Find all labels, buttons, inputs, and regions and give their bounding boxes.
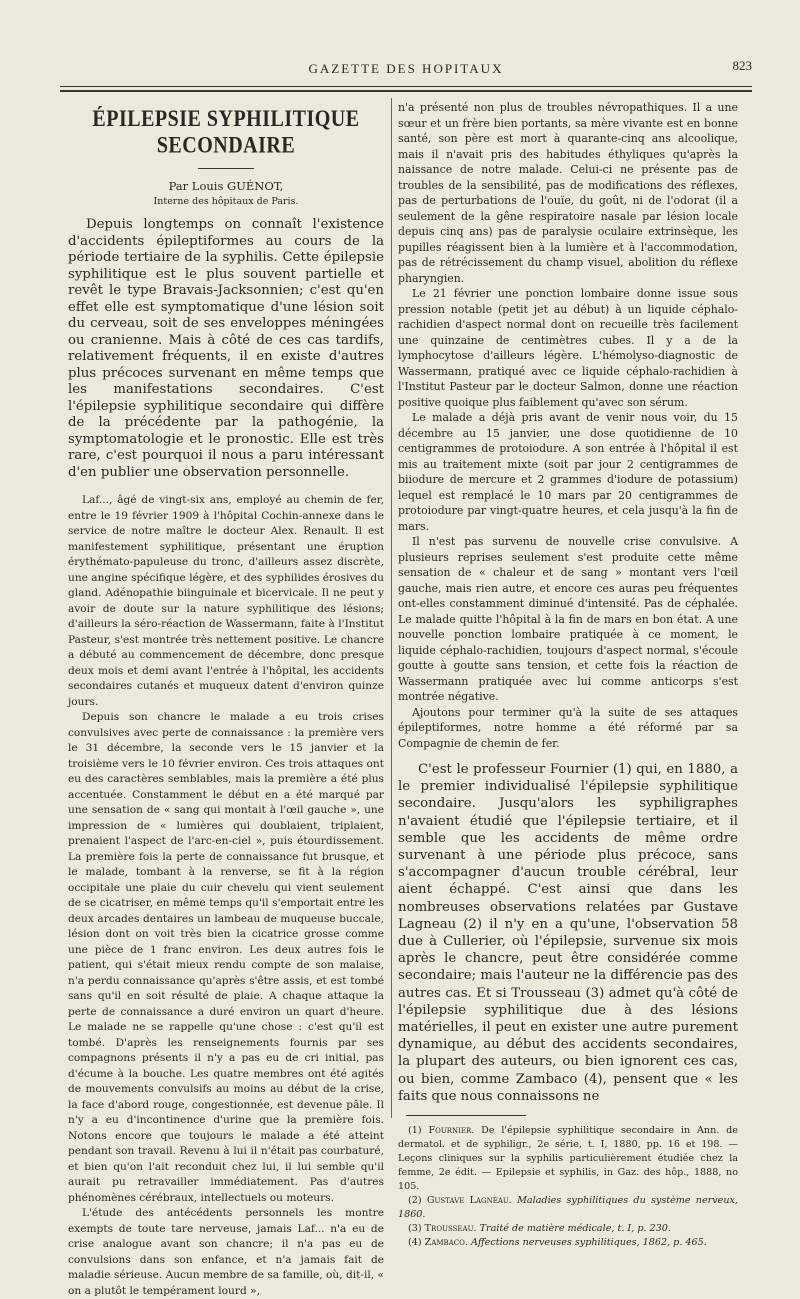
- byline: Par Louis GUÉNOT,: [168, 179, 284, 193]
- page-number: 823: [732, 58, 752, 73]
- left-column: [68, 100, 384, 1297]
- footnote-number: (2): [408, 1195, 422, 1207]
- footnote: [398, 1236, 738, 1250]
- footnote: [398, 1124, 738, 1194]
- observation-paragraph: Le 21 février une ponction lombaire donne issue sous pression notable (petit jet au début) à un liquide céphalo-rachidien d'aspect normal dont on recueille très facilement une quinzaine de centimètres cubes. Il y a de la lymphocytose d'ailleurs légère. L'hémolyso-diagnostic de Wassermann, pratiqué avec ce liquide céphalo-rachidien à l'Institut Pasteur par le docteur Salmon, donne une réaction positive quoique plus faiblement qu'avec son sérum.: [398, 287, 738, 409]
- right-column: [398, 100, 738, 1249]
- footnote-text: Traité de matière médicale, t. I, p. 230.: [476, 1223, 671, 1235]
- affiliation: Interne des hôpitaux de Paris.: [153, 196, 299, 207]
- footnote-number: (4): [408, 1237, 422, 1249]
- footnote: [398, 1194, 738, 1222]
- footnote-text: Affections nerveuses syphilitiques, 1862, p. 465.: [467, 1237, 707, 1249]
- footnote-author: Fournier.: [428, 1125, 475, 1137]
- footnote-author: Gustave Lagneau.: [426, 1195, 512, 1207]
- footnote: [398, 1222, 738, 1236]
- footnote-rule: [406, 1115, 526, 1116]
- discussion-paragraph: C'est le professeur Fournier (1) qui, en 1880, a le premier individualisé l'épilepsie syphilitique secondaire. Jusqu'alors les syphiligraphes n'avaient étudié que l'épilepsie tertiaire, et il semble que les accidents de même ordre survenant à une période plus précoce, sans s'accompagner d'aucun trouble cérébral, leur aient échappé. C'est ainsi que dans les nombreuses observations relatées par Gustave Lagneau (2) il n'y en a qu'une, l'observation 58 due à Cullerier, où l'épilepsie, survenue six mois après le chancre, peut être considérée comme secondaire; mais l'auteur ne la différencie pas des autres cas. Et si Trousseau (3) admet qu'à côté de l'épilepsie syphilitique due à des lésions matérielles, il peut en exister une autre purement dynamique, au début des accidents secondaires, la plupart des auteurs, ou bien ignorent ces cas, ou bien, comme Zambaco (4), pensent que « les faits que nous connaissons ne: [398, 762, 738, 1104]
- footnotes: [398, 1124, 738, 1250]
- header-rule-thick: [60, 90, 752, 92]
- observation-paragraph: Le malade a déjà pris avant de venir nous voir, du 15 décembre au 15 janvier, une dose quotidienne de 10 centigrammes de protoiodure. A son entrée à l'hôpital il est mis au traitement mixte (soit par jour 2 centigrammes de biiodure de mercure et 2 grammes d'iodure de potassium) lequel est remplacé le 10 mars par 20 centigrammes de protoiodure par vingt-quatre heures, et cela jusqu'à la fin de mars.: [398, 411, 738, 533]
- footnote-text: Maladies syphilitiques du système nerveux, 1860.: [398, 1195, 738, 1221]
- footnote-number: (3): [408, 1223, 422, 1235]
- observation-paragraph: L'étude des antécédents personnels les montre exempts de toute tare nerveuse, jamais Laf... n'a eu de crise analogue avant son chancre; il n'a pas eu de convulsions dans son enfance, et n'a jamais fait de maladie sérieuse. Aucun membre de sa famille, où, dit-il, « on a plutôt le tempérament lourd »,: [68, 1207, 384, 1297]
- column-divider: [391, 98, 392, 1118]
- running-header: [60, 58, 752, 82]
- observation-paragraph: Laf..., âgé de vingt-six ans, employé au chemin de fer, entre le 19 février 1909 à l'hôpital Cochin-annexe dans le service de notre maître le docteur Alex. Renault. Il est manifestement syphilitique, présentant une éruption érythémato-papuleuse du tronc, d'ailleurs assez discrète, une angine spécifique légère, et des syphilides érosives du gland. Adénopathie biinguinale et bicervicale. Il ne peut y avoir de doute sur la nature syphilitique des lésions; d'ailleurs la séro-réaction de Wassermann, faite à l'Institut Pasteur, s'est montrée très nettement positive. Le chancre a débuté au commencement de décembre, donc presque deux mois et demi avant l'entrée à l'hôpital, les accidents secondaires cutanés et muqueux datent d'environ quinze jours.: [68, 494, 384, 708]
- footnote-text: De l'épilepsie syphilitique secondaire in Ann. de dermatol. et de syphiligr., 2e série, t. I, 1880, pp. 16 et 198. — Leçons cliniques sur la syphilis particulièrement étudiée chez la femme, 2e édit. — Epilepsie et syphilis, in Gaz. des hôp., 1888, no 105.: [398, 1125, 738, 1193]
- observation-paragraph: Ajoutons pour terminer qu'à la suite de ses attaques épileptiformes, notre homme a été réformé par sa Compagnie de chemin de fer.: [398, 705, 738, 750]
- footnote-author: Trousseau.: [424, 1223, 477, 1235]
- header-rule-thin: [60, 86, 752, 87]
- article-title: ÉPILEPSIE SYPHILITIQUE SECONDAIRE: [92, 106, 360, 159]
- observation-paragraph: Il n'est pas survenu de nouvelle crise convulsive. A plusieurs reprises seulement s'est produite cette même sensation de « chaleur et de sang » montant vers l'œil gauche, mais rien autre, et encore ces auras peu fréquentes ont-elles constamment diminué d'intensité. Pas de céphalée. Le malade quitte l'hôpital à la fin de mars en bon état. A une nouvelle ponction lombaire pratiquée à ce moment, le liquide céphalo-rachidien, toujours d'aspect normal, s'écoule goutte à goutte sans tension, et cette fois la réaction de Wassermann pratiquée avec lui comme anticorps s'est montrée négative.: [398, 535, 738, 703]
- lead-paragraph: Depuis longtemps on connaît l'existence d'accidents épileptiformes au cours de la période tertiaire de la syphilis. Cette épilepsie syphilitique est le plus souvent partielle et revêt le type Bravais-Jacksonnien; c'est qu'en effet elle est symptomatique d'une lésion soit du cerveau, soit de ses enveloppes méningées ou cranienne. Mais à côté de ces cas tardifs, relativement fréquents, il en existe d'autres plus précoces survenant en même temps que les manifestations secondaires. C'est l'épilepsie syphilitique secondaire qui diffère de la précédente par la pathogénie, la symptomatologie et le pronostic. Elle est très rare, c'est pourquoi il nous a paru intéressant d'en publier une observation personnelle.: [68, 217, 384, 480]
- observation-paragraph: n'a présenté non plus de troubles névropathiques. Il a une sœur et un frère bien portants, sa mère vivante est en bonne santé, son père est mort à quarante-cinq ans alcoolique, mais il n'avait pris des habitudes éthyliques qu'après la naissance de notre malade. Celui-ci ne présente pas de troubles de la sensibilité, pas de modifications des réflexes, pas de perturbations de l'ouïe, du goût, ni de l'odorat (il a seulement de la gêne respiratoire nasale par lésion locale depuis cinq ans) pas de paralysie oculaire extrinsèque, les pupilles réagissent bien à la lumière et à l'accommodation, pas de rétrécissement du champ visuel, abolition du réflexe pharyngien.: [398, 101, 738, 285]
- title-rule: [198, 168, 254, 169]
- footnote-number: (1): [408, 1125, 422, 1137]
- observation-paragraph: Depuis son chancre le malade a eu trois crises convulsives avec perte de connaissance : la première vers le 31 décembre, la seconde vers le 15 janvier et la troisième vers le 10 février environ. Ces trois attaques ont eu des caractères semblables, mais la première a été plus accentuée. Constamment le début en a été marqué par une sensation de « sang qui montait à l'œil gauche », une impression de « lumières qui doublaient, triplaient, prenaient l'aspect de l'arc-en-ciel », puis étourdissement. La première fois la perte de connaissance fut brusque, et le malade, tombant à la renverse, se fit à la région occipitale une plaie du cuir chevelu qui vient seulement de se cicatriser, en même temps qu'il s'emportait entre les deux arcades dentaires un lambeau de muqueuse buccale, lésion dont on voit très bien la cicatrice grosse comme une pièce de 1 franc environ. Les deux autres fois le patient, qui s'était mieux rendu compte de son malaise, n'a perdu connaissance qu'après s'être assis, et est tombé sans qu'il en soit résulté de plaie. A chaque attaque la perte de connaissance a duré environ un quart d'heure. Le malade ne se rappelle qu'une chose : c'est qu'il est tombé. D'après les renseignements fournis par ses compagnons présents il n'y a pas eu de cri initial, pas d'écume à la bouche. Les quatre membres ont été agités de mouvements convulsifs au moins au début de la crise, la face d'abord rouge, congestionnée, est devenue pâle. Il n'y a eu d'incontinence d'urine que la première fois. Notons encore que toujours le malade a été atteint pendant son travail. Revenu à lui il n'était pas courbaturé, et bien qu'on l'ait reconduit chez lui, il lui semble qu'il aurait pu retravailler immédiatement. Pas d'autres phénomènes cérébraux, intellectuels ou moteurs.: [68, 711, 384, 1204]
- running-title: GAZETTE DES HOPITAUX: [308, 61, 504, 76]
- footnote-author: Zambaco.: [424, 1237, 468, 1249]
